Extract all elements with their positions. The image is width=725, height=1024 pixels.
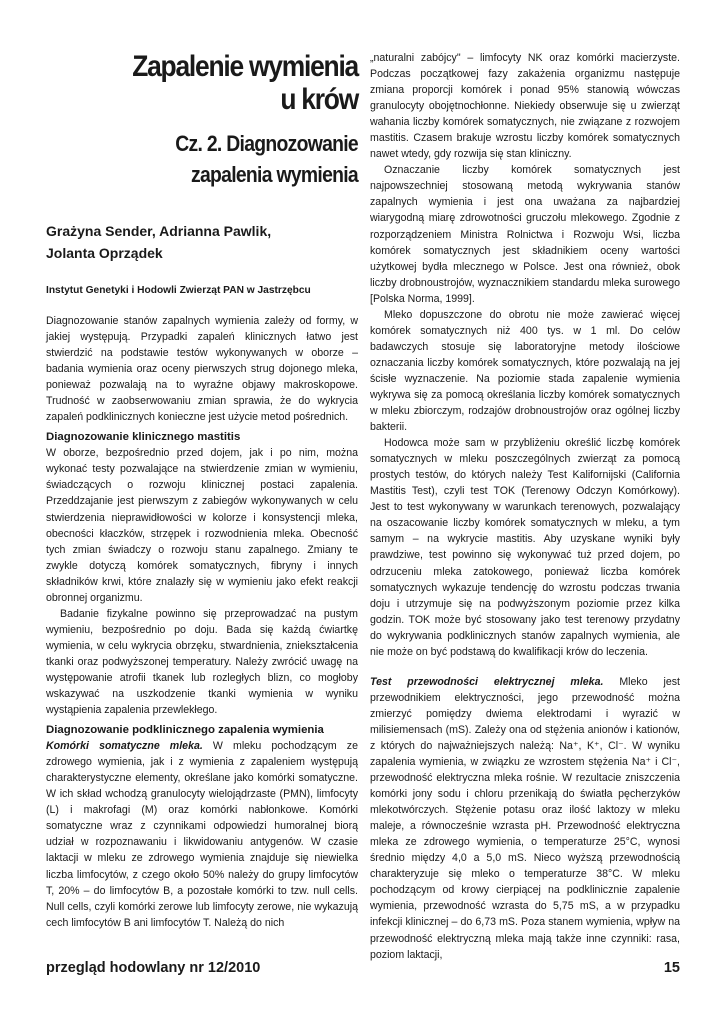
paragraph xyxy=(370,674,680,963)
right-column xyxy=(370,50,680,963)
inline-heading: Komórki somatyczne mleka. xyxy=(46,740,203,753)
subtitle-line-2: zapalenia wymienia xyxy=(190,162,358,187)
section-heading-clinical: Diagnozowanie klinicznego mastitis xyxy=(46,431,241,444)
intro-paragraph: Diagnozowanie stanów zapalnych wymienia zależy od formy, w jakiej występują. Przypadki zapaleń klinicznych łatwo jest stwierdzić na podstawie testów wykonywanych w oborze – badania wymienia oraz oceny pierwszych strug dojonego mleka, ponieważ pozwalają na to wyraźne objawy makroskopowe. Trudność w zaobserwowaniu zmian sprawia, że do wykrycia zapaleń podklinicznych konieczne jest użycie metod pośrednich. xyxy=(46,315,358,424)
authors xyxy=(46,220,358,264)
title-line-2: u krów xyxy=(280,83,358,116)
paragraph: Hodowca może sam w przybliżeniu określić liczbę komórek somatycznych w mleku poszczególnych zwierząt za pomocą prostych testów, do których należy Test Kalifornijski (California Mastitis Test), czyli test TOK (Terenowy Odczyn Komórkowy). Jest to test wykonywany w warunkach terenowych, pozwalający na oszacowanie liczby komórek somatycznych w mleku, a tym samym – na wykrycie mastitis. Aby uzyskane wyniki były prawdziwe, test powinno się wykonywać tuż przed dojem, po odrzuceniu mleka zatokowego, ponieważ liczba komórek somatycznych wykazuje tendencję do wzrostu podczas trwania doju i utrzymuje się na podwyższonym poziomie przez kilka godzin. TOK może być stosowany jako test terenowy przydatny do wykrywania podklinicznych stanów zapalnych wymienia, ale nie może on być podstawą do kwalifikacji krów do leczenia. xyxy=(370,437,680,658)
paragraph-text: W mleku pochodzącym ze zdrowego wymienia, jak i z wymienia z zapaleniem występują charakterystyczne elementy, określane jako komórki somatyczne. W ich skład wchodzą granulocyty wielojądrzaste (PMN), limfocyty (L) i makrofagi (M) oraz komórki nabłonkowe. Komórki somatyczne wraz z czynnikami odpowiedzi humoralnej biorą udział w rozpoznawaniu i likwidowaniu antygenów. W czasie laktacji w mleku ze zdrowego wymienia znajduje się niewielka liczba limfocytów, z czego około 50% należy do grupy limfocytów T, 20% – do limfocytów B, a pozostałe komórki to tzw. null cells. Null cells, czyli komórki zerowe lub limfocyty zerowe, nie wykazują cech limfocytów B ani limfocytów T. Należą do nich xyxy=(46,740,358,929)
inline-heading: Test przewodności elektrycznej mleka. xyxy=(370,675,604,688)
left-column xyxy=(46,50,358,931)
authors-line-1: Grażyna Sender, Adrianna Pawlik, xyxy=(46,223,272,239)
institute-affiliation: Instytut Genetyki i Hodowli Zwierząt PAN w Jastrzębcu xyxy=(46,285,311,296)
section-heading-subclinical: Diagnozowanie podklinicznego zapalenia wymienia xyxy=(46,724,324,737)
paragraph: „naturalni zabójcy" – limfocyty NK oraz komórki macierzyste. Podczas początkowej fazy zakażenia organizmu następuje zmiana proporcji komórek i ponad 95% stanowią wówczas granulocyty obojętnochłonne. Niekiedy obserwuje się u zwierząt wahania liczby komórek somatycznych, nie związane z rozwojem mastitis. Czasem brakuje wzrostu liczby komórek somatycznych nawet wtedy, gdy rozwija się stan kliniczny. xyxy=(370,52,680,161)
journal-footer: przegląd hodowlany nr 12/2010 xyxy=(46,960,261,976)
subtitle-line-1: Cz. 2. Diagnozowanie xyxy=(175,131,358,156)
article-subtitle xyxy=(83,128,358,190)
paragraph: Mleko dopuszczone do obrotu nie może zawierać więcej komórek somatycznych niż 400 tys. w 1 ml. Do celów badawczych stosuje się laboratoryjne metody ilościowe oznaczania liczby komórek somatycznych, które pozwalają na jej ścisłe wyznaczenie. Na poziomie stada zapalenie wymienia wykrywa się za pomocą określania liczby komórek somatycznych w mleku zbiorczym, rodzajów drobnoustrojów oraz ogólnej liczby bakterii. xyxy=(370,308,680,434)
paragraph xyxy=(46,738,358,931)
paragraph-text: Mleko jest przewodnikiem elektryczności, jego przewodność można zmierzyć pomiędzy dwiema elektrodami i wyrazić w milisiemensach (mS). Zależy ona od stężenia anionów i kationów, z których do najważniejszych należą: Na⁺, K⁺, Cl⁻. W wyniku zapalenia wymienia, w związku ze wzrostem stężenia Na⁺ i Cl⁻, przewodność elektryczna mleka rośnie. W rezultacie zniszczenia komórki jony sodu i chloru przenikają do światła pęcherzyków mlekotwórczych. Stężenie potasu oraz ilość laktozy w mleku maleje, a równocześnie wzrasta pH. Przewodność elektryczna mleka ze zdrowego wymienia, o temperaturze 25°C, wynosi średnio między 4,0 a 5,0 mS. Nieco wyższą przewodnością charakteryzuje się mleko o temperaturze 38°C. W mleku pochodzącym od krowy cierpiącej na podklinicznie zapalenie wymienia, przewodność wzrasta do 5,75 mS, a w przypadku infekcji klinicznej – do 6,73 mS. Poza stanem wymienia, wpływ na przewodność elektryczną mleka mają także inne czynniki: rasa, poziom laktacji, xyxy=(370,675,680,961)
paragraph: W oborze, bezpośrednio przed dojem, jak i po nim, można wykonać testy pozwalające na stwierdzenie zmian w wymieniu, świadczących o rozwoju klinicznej postaci zapalenia. Przeddzajanie jest pierwszym z zabiegów wykonywanych w celu stwierdzenia nieprawidłowości w kolorze i konsystencji mleka, obecności kłaczków, strzępek i rozwodnienia mleka. Obecność tych zmian świadczy o rozwoju stanu zapalnego. Zmiany te zwykle dotyczą komórek somatycznych, fibryny i innych składników krwi, które znalazły się w wymieniu jako efekt reakcji obronnej organizmu. xyxy=(46,447,358,604)
title-line-1: Zapalenie wymienia xyxy=(132,50,358,83)
page-number: 15 xyxy=(663,960,680,976)
paragraph: Oznaczanie liczby komórek somatycznych jest najpowszechniej stosowaną metodą wykrywania stanów zapalnych wymienia i jest ona uważana za najbardziej wiarygodną miarę zdrowotności gruczołu mlekowego. Zgodnie z rozporządzeniem Ministra Rolnictwa i Rozwoju Wsi, liczba komórek somatycznych jest składnikiem oceny wartości użytkowej bydła mlecznego w Polsce. Jest ona również, obok liczby drobnoustrojów, wyznacznikiem standardu mleka surowego [Polska Norma, 1999]. xyxy=(370,164,680,305)
paragraph: Badanie fizykalne powinno się przeprowadzać na pustym wymieniu, bezpośrednio po doju. Bada się każdą ćwiartkę wymienia, w celu wykrycia obrzęku, stwardnienia, zniekształcenia tkanki oraz podwyższonej temperatury. Należy zwrócić uwagę na występowanie atrofii tkanek lub rozległych blizn, co mogłoby wskazywać na uszkodzenie tkanki wymienia w wyniku wystąpienia zapalenia przewlekłego. xyxy=(46,607,358,717)
article-title xyxy=(83,50,358,116)
authors-line-2: Jolanta Oprządek xyxy=(46,245,163,261)
